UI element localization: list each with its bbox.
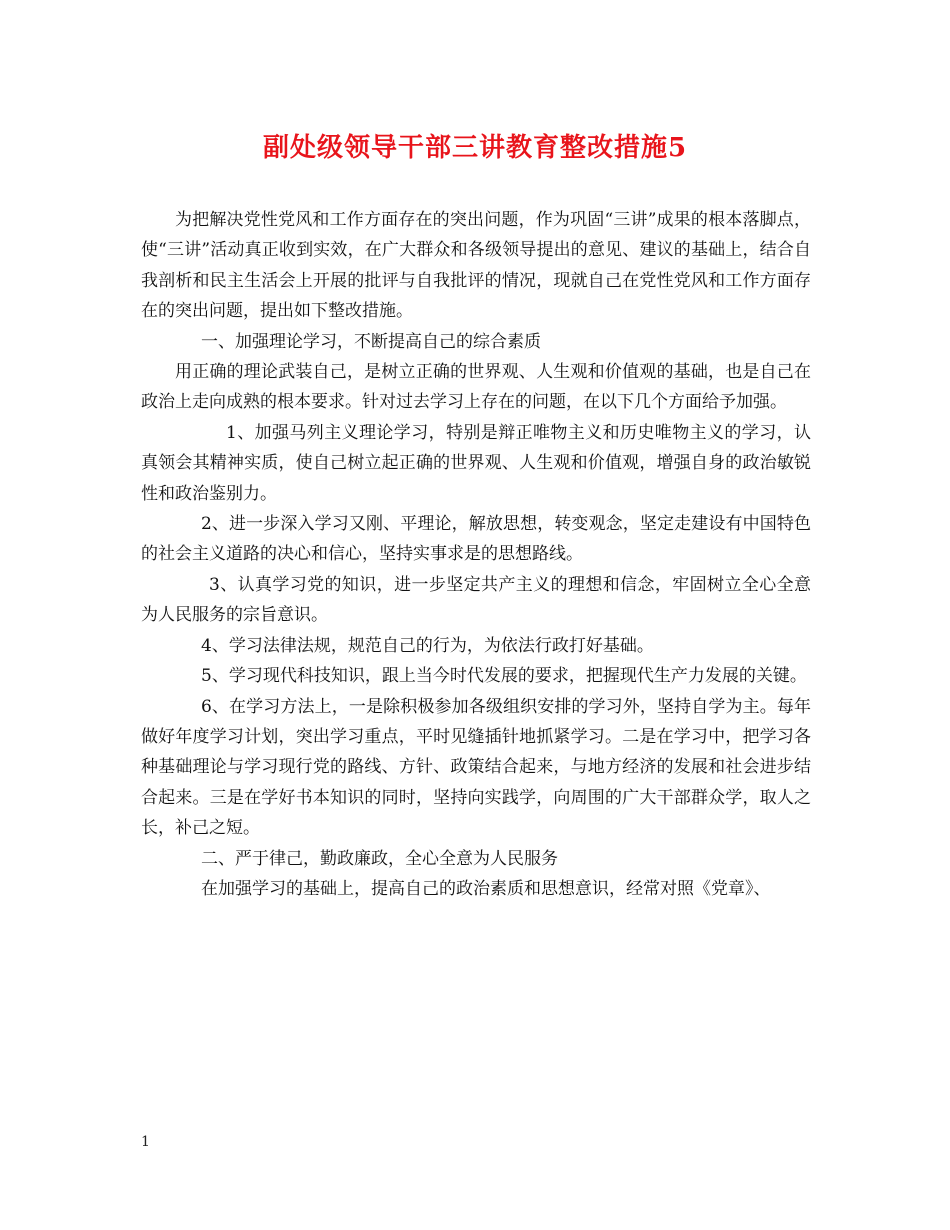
list-item-5: 5、学习现代科技知识，跟上当今时代发展的要求，把握现代生产力发展的关键。 [201,666,807,687]
document-body [141,205,811,904]
list-item-2: 2、进一步深入学习又刚、平理论，解放思想，转变观念，坚定走建设有中国特色的社会主义道路的决心和信心，坚持实事求是的思想路线。 [141,514,811,565]
list-item-3: 3、认真学习党的知识，进一步坚定共产主义的理想和信念，牢固树立全心全意为人民服务的宗旨意识。 [141,574,811,626]
section-2-intro-paragraph: 在加强学习的基础上，提高自己的政治素质和思想意识，经常对照《党章》、 [201,878,771,899]
section-1-intro-paragraph: 用正确的理论武装自己，是树立正确的世界观、人生观和价值观的基础，也是自己在政治上走向成熟的根本要求。针对过去学习上存在的问题，在以下几个方面给予加强。 [141,362,811,413]
list-item-4: 4、学习法律法规，规范自己的行为，为依法行政打好基础。 [201,635,654,656]
section-heading-1: 一、加强理论学习，不断提高自己的综合素质 [201,331,541,352]
section-heading-2: 二、严于律己，勤政廉政，全心全意为人民服务 [201,848,558,869]
page-number: 1 [141,1134,150,1150]
intro-paragraph: 为把解决党性党风和工作方面存在的突出问题，作为巩固“三讲”成果的根本落脚点，使“三讲”活动真正收到实效，在广大群众和各级领导提出的意见、建议的基础上，结合自我剖析和民主生活会上开展的批评与自我批评的情况，现就自己在党性党风和工作方面存在的突出问题，提出如下整改措施。 [141,210,811,322]
document-title: 副处级领导干部三讲教育整改措施5 [262,133,688,163]
list-item-6: 6、在学习方法上，一是除积极参加各级组织安排的学习外，坚持自学为主。每年做好年度学习计划，突出学习重点，平时见缝插针地抓紧学习。二是在学习中，把学习各种基础理论与学习现行党的路线、方针、政策结合起来，与地方经济的发展和社会进步结合起来。三是在学好书本知识的同时，坚持向实践学，向周围的广大干部群众学，取人之长，补己之短。 [141,696,811,839]
list-item-1: 1、加强马列主义理论学习，特别是辩正唯物主义和历史唯物主义的学习，认真领会其精神实质，使自己树立起正确的世界观、人生观和价值观，增强自身的政治敏锐性和政治鉴别力。 [141,422,811,504]
